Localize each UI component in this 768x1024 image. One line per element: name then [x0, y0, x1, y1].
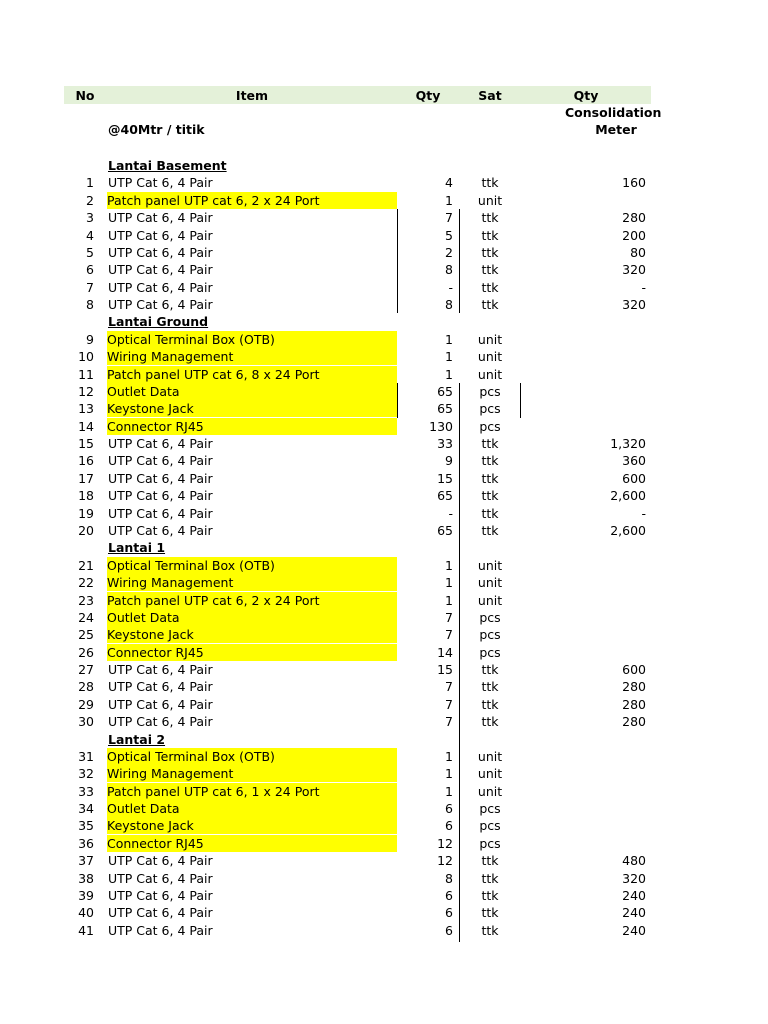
unit-value: ttk [481, 453, 499, 468]
row-number: 33 [78, 784, 94, 799]
unit-value: pcs [479, 384, 501, 399]
qty-value: 8 [445, 871, 453, 886]
row-number: 8 [86, 297, 94, 312]
qty-value: 7 [445, 679, 453, 694]
row-number: 19 [78, 506, 94, 521]
item-name: Keystone Jack [107, 626, 397, 643]
row-number: 18 [78, 488, 94, 503]
row-number: 32 [78, 766, 94, 781]
qty-value: 2 [445, 245, 453, 260]
consolidation-meter-value: 360 [622, 453, 646, 468]
item-name: Connector RJ45 [107, 644, 397, 661]
row-number: 27 [78, 662, 94, 677]
item-name: UTP Cat 6, 4 Pair [108, 871, 213, 886]
row-number: 11 [78, 367, 94, 382]
consolidation-meter-value [560, 592, 646, 609]
consolidation-meter-value [560, 383, 646, 400]
qty-value: 7 [445, 714, 453, 729]
unit-value: ttk [481, 506, 499, 521]
item-name: UTP Cat 6, 4 Pair [108, 697, 213, 712]
cell-border [397, 209, 398, 313]
item-name: UTP Cat 6, 4 Pair [108, 175, 213, 190]
qty-value: - [448, 280, 453, 295]
unit-value: unit [477, 749, 503, 764]
consolidation-meter-value [560, 783, 646, 800]
unit-value: unit [477, 332, 503, 347]
header-item: Item [235, 88, 269, 103]
qty-value: 6 [445, 801, 453, 816]
consolidation-meter-value [560, 557, 646, 574]
item-name: UTP Cat 6, 4 Pair [108, 523, 213, 538]
consolidation-meter-value [560, 765, 646, 782]
consolidation-meter-value [560, 748, 646, 765]
qty-value: 6 [445, 905, 453, 920]
qty-value: 1 [445, 332, 453, 347]
unit-value: ttk [481, 262, 499, 277]
header-meter: Meter [595, 122, 637, 137]
unit-value: unit [477, 558, 503, 573]
unit-value: pcs [479, 836, 501, 851]
item-name: UTP Cat 6, 4 Pair [108, 506, 213, 521]
consolidation-meter-value: 600 [622, 662, 646, 677]
header-qty-consolidation: Qty [573, 88, 599, 103]
consolidation-meter-value [560, 835, 646, 852]
unit-value: pcs [479, 818, 501, 833]
unit-value: ttk [481, 905, 499, 920]
qty-value: 8 [445, 297, 453, 312]
row-number: 28 [78, 679, 94, 694]
qty-value: 8 [445, 262, 453, 277]
qty-value: 1 [445, 575, 453, 590]
unit-value: ttk [481, 471, 499, 486]
consolidation-meter-value: 280 [622, 679, 646, 694]
item-name: Wiring Management [107, 574, 397, 591]
section-heading: Lantai Basement [108, 158, 227, 173]
qty-value: 65 [437, 384, 453, 399]
unit-value: ttk [481, 888, 499, 903]
item-name: Connector RJ45 [107, 418, 397, 435]
unit-value: pcs [479, 645, 501, 660]
unit-value: ttk [481, 871, 499, 886]
row-number: 21 [78, 558, 94, 573]
consolidation-meter-value: 80 [630, 245, 646, 260]
item-name: UTP Cat 6, 4 Pair [108, 662, 213, 677]
qty-value: 1 [445, 349, 453, 364]
item-name: UTP Cat 6, 4 Pair [108, 297, 213, 312]
row-number: 5 [86, 245, 94, 260]
unit-value: ttk [481, 662, 499, 677]
consolidation-meter-value [560, 644, 646, 661]
qty-value: 7 [445, 697, 453, 712]
consolidation-meter-value: 200 [622, 228, 646, 243]
qty-value: 65 [437, 523, 453, 538]
item-name: UTP Cat 6, 4 Pair [108, 210, 213, 225]
unit-value: pcs [479, 419, 501, 434]
item-name: UTP Cat 6, 4 Pair [108, 923, 213, 938]
consolidation-meter-value: 240 [622, 905, 646, 920]
item-name: Keystone Jack [107, 817, 397, 834]
qty-value: 6 [445, 818, 453, 833]
qty-value: 1 [445, 766, 453, 781]
consolidation-meter-value: 280 [622, 714, 646, 729]
row-number: 25 [78, 627, 94, 642]
row-number: 35 [78, 818, 94, 833]
row-number: 29 [78, 697, 94, 712]
unit-value: ttk [481, 923, 499, 938]
item-name: Patch panel UTP cat 6, 2 x 24 Port [107, 192, 397, 209]
section-heading: Lantai 1 [108, 540, 166, 555]
qty-value: 15 [437, 471, 453, 486]
unit-value: pcs [479, 401, 501, 416]
item-name: Outlet Data [107, 383, 397, 400]
consolidation-meter-value [560, 418, 646, 435]
unit-value: unit [477, 367, 503, 382]
row-number: 30 [78, 714, 94, 729]
item-name: UTP Cat 6, 4 Pair [108, 714, 213, 729]
unit-value: pcs [479, 801, 501, 816]
qty-value: 9 [445, 453, 453, 468]
consolidation-meter-value [560, 626, 646, 643]
qty-value: 6 [445, 888, 453, 903]
qty-value: 12 [437, 853, 453, 868]
row-number: 2 [86, 193, 94, 208]
consolidation-meter-value: 1,320 [610, 436, 646, 451]
unit-value: ttk [481, 228, 499, 243]
row-number: 1 [86, 175, 94, 190]
consolidation-meter-value [560, 366, 646, 383]
consolidation-meter-value: - [641, 280, 646, 295]
header-no: No [75, 88, 95, 103]
row-number: 39 [78, 888, 94, 903]
unit-value: unit [477, 575, 503, 590]
row-number: 41 [78, 923, 94, 938]
consolidation-meter-value [560, 400, 646, 417]
row-number: 38 [78, 871, 94, 886]
item-name: Keystone Jack [107, 400, 397, 417]
item-name: UTP Cat 6, 4 Pair [108, 488, 213, 503]
qty-value: 4 [445, 175, 453, 190]
row-number: 36 [78, 836, 94, 851]
row-number: 34 [78, 801, 94, 816]
unit-value: ttk [481, 297, 499, 312]
consolidation-meter-value: 480 [622, 853, 646, 868]
qty-value: 5 [445, 228, 453, 243]
consolidation-meter-value: 320 [622, 871, 646, 886]
unit-value: unit [477, 349, 503, 364]
unit-value: pcs [479, 627, 501, 642]
row-number: 10 [78, 349, 94, 364]
consolidation-meter-value: 280 [622, 697, 646, 712]
row-number: 7 [86, 280, 94, 295]
qty-value: 7 [445, 610, 453, 625]
item-name: UTP Cat 6, 4 Pair [108, 888, 213, 903]
row-number: 13 [78, 401, 94, 416]
consolidation-meter-value: 320 [622, 262, 646, 277]
cell-border [397, 383, 398, 418]
qty-value: 1 [445, 193, 453, 208]
consolidation-meter-value [560, 817, 646, 834]
section-heading: Lantai 2 [108, 732, 166, 747]
consolidation-meter-value [560, 574, 646, 591]
header-consolidation: Consolidation [565, 105, 662, 120]
consolidation-meter-value: 2,600 [610, 488, 646, 503]
item-name: UTP Cat 6, 4 Pair [108, 471, 213, 486]
consolidation-meter-value: 240 [622, 888, 646, 903]
unit-value: unit [477, 766, 503, 781]
unit-value: ttk [481, 523, 499, 538]
item-name: Optical Terminal Box (OTB) [107, 557, 397, 574]
qty-value: 15 [437, 662, 453, 677]
row-number: 12 [78, 384, 94, 399]
qty-value: 1 [445, 749, 453, 764]
row-number: 31 [78, 749, 94, 764]
header-sat: Sat [478, 88, 502, 103]
item-name: Wiring Management [107, 348, 397, 365]
item-name: Optical Terminal Box (OTB) [107, 748, 397, 765]
unit-value: unit [477, 784, 503, 799]
row-number: 17 [78, 471, 94, 486]
unit-value: unit [477, 593, 503, 608]
item-name: UTP Cat 6, 4 Pair [108, 453, 213, 468]
cell-border [459, 383, 460, 942]
unit-value: ttk [481, 280, 499, 295]
unit-value: ttk [481, 697, 499, 712]
row-number: 4 [86, 228, 94, 243]
item-name: UTP Cat 6, 4 Pair [108, 262, 213, 277]
consolidation-meter-value [560, 348, 646, 365]
qty-value: 12 [437, 836, 453, 851]
header-subtitle: @40Mtr / titik [108, 122, 205, 137]
row-number: 15 [78, 436, 94, 451]
header-qty: Qty [415, 88, 441, 103]
qty-value: 33 [437, 436, 453, 451]
item-name: Patch panel UTP cat 6, 1 x 24 Port [107, 783, 397, 800]
row-number: 37 [78, 853, 94, 868]
item-name: Outlet Data [107, 800, 397, 817]
consolidation-meter-value: 280 [622, 210, 646, 225]
row-number: 24 [78, 610, 94, 625]
qty-value: 130 [429, 419, 453, 434]
unit-value: ttk [481, 714, 499, 729]
consolidation-meter-value: 320 [622, 297, 646, 312]
item-name: UTP Cat 6, 4 Pair [108, 436, 213, 451]
row-number: 22 [78, 575, 94, 590]
consolidation-meter-value [560, 331, 646, 348]
qty-value: 14 [437, 645, 453, 660]
item-name: UTP Cat 6, 4 Pair [108, 228, 213, 243]
qty-value: 7 [445, 627, 453, 642]
item-name: UTP Cat 6, 4 Pair [108, 280, 213, 295]
qty-value: 65 [437, 488, 453, 503]
qty-value: - [448, 506, 453, 521]
item-name: Connector RJ45 [107, 835, 397, 852]
item-name: UTP Cat 6, 4 Pair [108, 853, 213, 868]
unit-value: ttk [481, 853, 499, 868]
unit-value: unit [477, 193, 503, 208]
item-name: Outlet Data [107, 609, 397, 626]
consolidation-meter-value [560, 192, 646, 209]
row-number: 20 [78, 523, 94, 538]
row-number: 23 [78, 593, 94, 608]
row-number: 9 [86, 332, 94, 347]
item-name: Patch panel UTP cat 6, 8 x 24 Port [107, 366, 397, 383]
qty-value: 1 [445, 367, 453, 382]
item-name: UTP Cat 6, 4 Pair [108, 905, 213, 920]
unit-value: ttk [481, 488, 499, 503]
qty-value: 1 [445, 558, 453, 573]
unit-value: ttk [481, 436, 499, 451]
consolidation-meter-value [560, 800, 646, 817]
section-heading: Lantai Ground [108, 314, 209, 329]
row-number: 6 [86, 262, 94, 277]
item-name: UTP Cat 6, 4 Pair [108, 245, 213, 260]
row-number: 40 [78, 905, 94, 920]
item-name: Optical Terminal Box (OTB) [107, 331, 397, 348]
cell-border [520, 383, 521, 418]
cell-border [459, 209, 460, 227]
qty-value: 1 [445, 593, 453, 608]
consolidation-meter-value: 160 [622, 175, 646, 190]
unit-value: ttk [481, 210, 499, 225]
row-number: 26 [78, 645, 94, 660]
unit-value: ttk [481, 245, 499, 260]
item-name: UTP Cat 6, 4 Pair [108, 679, 213, 694]
item-name: Wiring Management [107, 765, 397, 782]
qty-value: 1 [445, 784, 453, 799]
unit-value: ttk [481, 679, 499, 694]
unit-value: pcs [479, 610, 501, 625]
cell-border [459, 227, 460, 313]
qty-value: 65 [437, 401, 453, 416]
qty-value: 7 [445, 210, 453, 225]
row-number: 3 [86, 210, 94, 225]
unit-value: ttk [481, 175, 499, 190]
consolidation-meter-value: 600 [622, 471, 646, 486]
consolidation-meter-value [560, 609, 646, 626]
row-number: 14 [78, 419, 94, 434]
consolidation-meter-value: 240 [622, 923, 646, 938]
consolidation-meter-value: 2,600 [610, 523, 646, 538]
item-name: Patch panel UTP cat 6, 2 x 24 Port [107, 592, 397, 609]
row-number: 16 [78, 453, 94, 468]
qty-value: 6 [445, 923, 453, 938]
consolidation-meter-value: - [641, 506, 646, 521]
